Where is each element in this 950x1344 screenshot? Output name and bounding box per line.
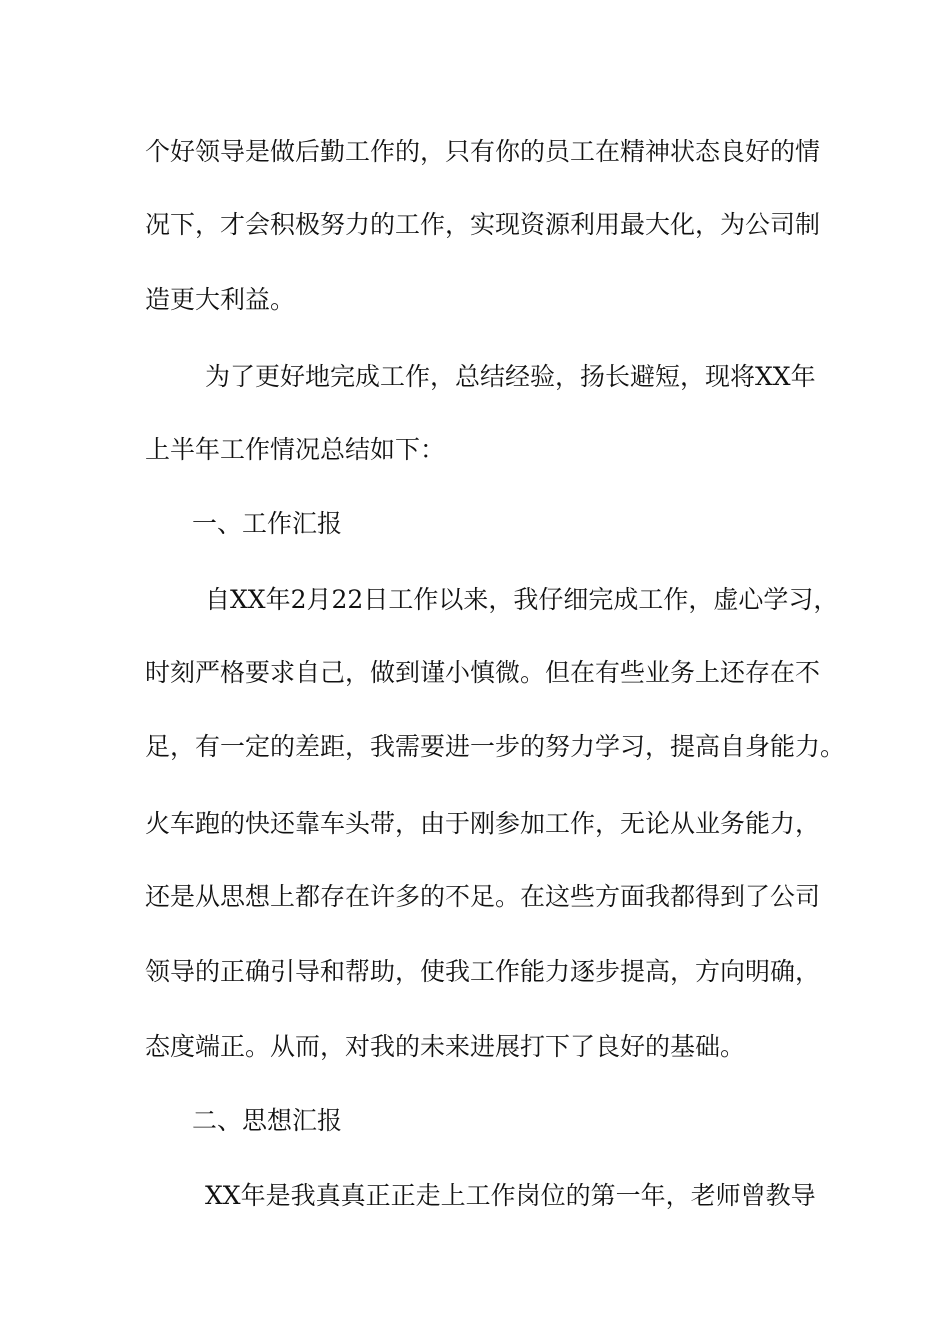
paragraph-line: 态度端正。从而，对我的未来进展打下了良好的基础。 — [145, 1032, 746, 1061]
paragraph-line: 火车跑的快还靠车头带，由于刚参加工作，无论从业务能力， — [145, 809, 821, 838]
paragraph-line: 自XX年2月22日工作以来，我仔细完成工作，虚心学习， — [205, 585, 839, 614]
paragraph-line: 还是从思想上都存在许多的不足。在这些方面我都得到了公司 — [145, 882, 821, 911]
paragraph-line: 造更大利益。 — [145, 285, 296, 314]
paragraph-line: 足，有一定的差距，我需要进一步的努力学习，提高自身能力。 — [145, 732, 846, 761]
paragraph-line: 况下，才会积极努力的工作，实现资源利用最大化，为公司制 — [145, 210, 821, 239]
paragraph-line: 时刻严格要求自己，做到谨小慎微。但在有些业务上还存在不 — [145, 658, 821, 687]
paragraph-line: 为了更好地完成工作，总结经验，扬长避短，现将XX年 — [205, 362, 816, 391]
paragraph-line: 领导的正确引导和帮助，使我工作能力逐步提高，方向明确， — [145, 957, 821, 986]
section-heading: 二、思想汇报 — [192, 1106, 343, 1135]
paragraph-line: 上半年工作情况总结如下： — [145, 435, 446, 464]
section-heading: 一、工作汇报 — [192, 509, 343, 538]
paragraph-line: XX年是我真真正正走上工作岗位的第一年，老师曾教导 — [205, 1181, 816, 1210]
paragraph-line: 个好领导是做后勤工作的，只有你的员工在精神状态良好的情 — [145, 137, 821, 166]
